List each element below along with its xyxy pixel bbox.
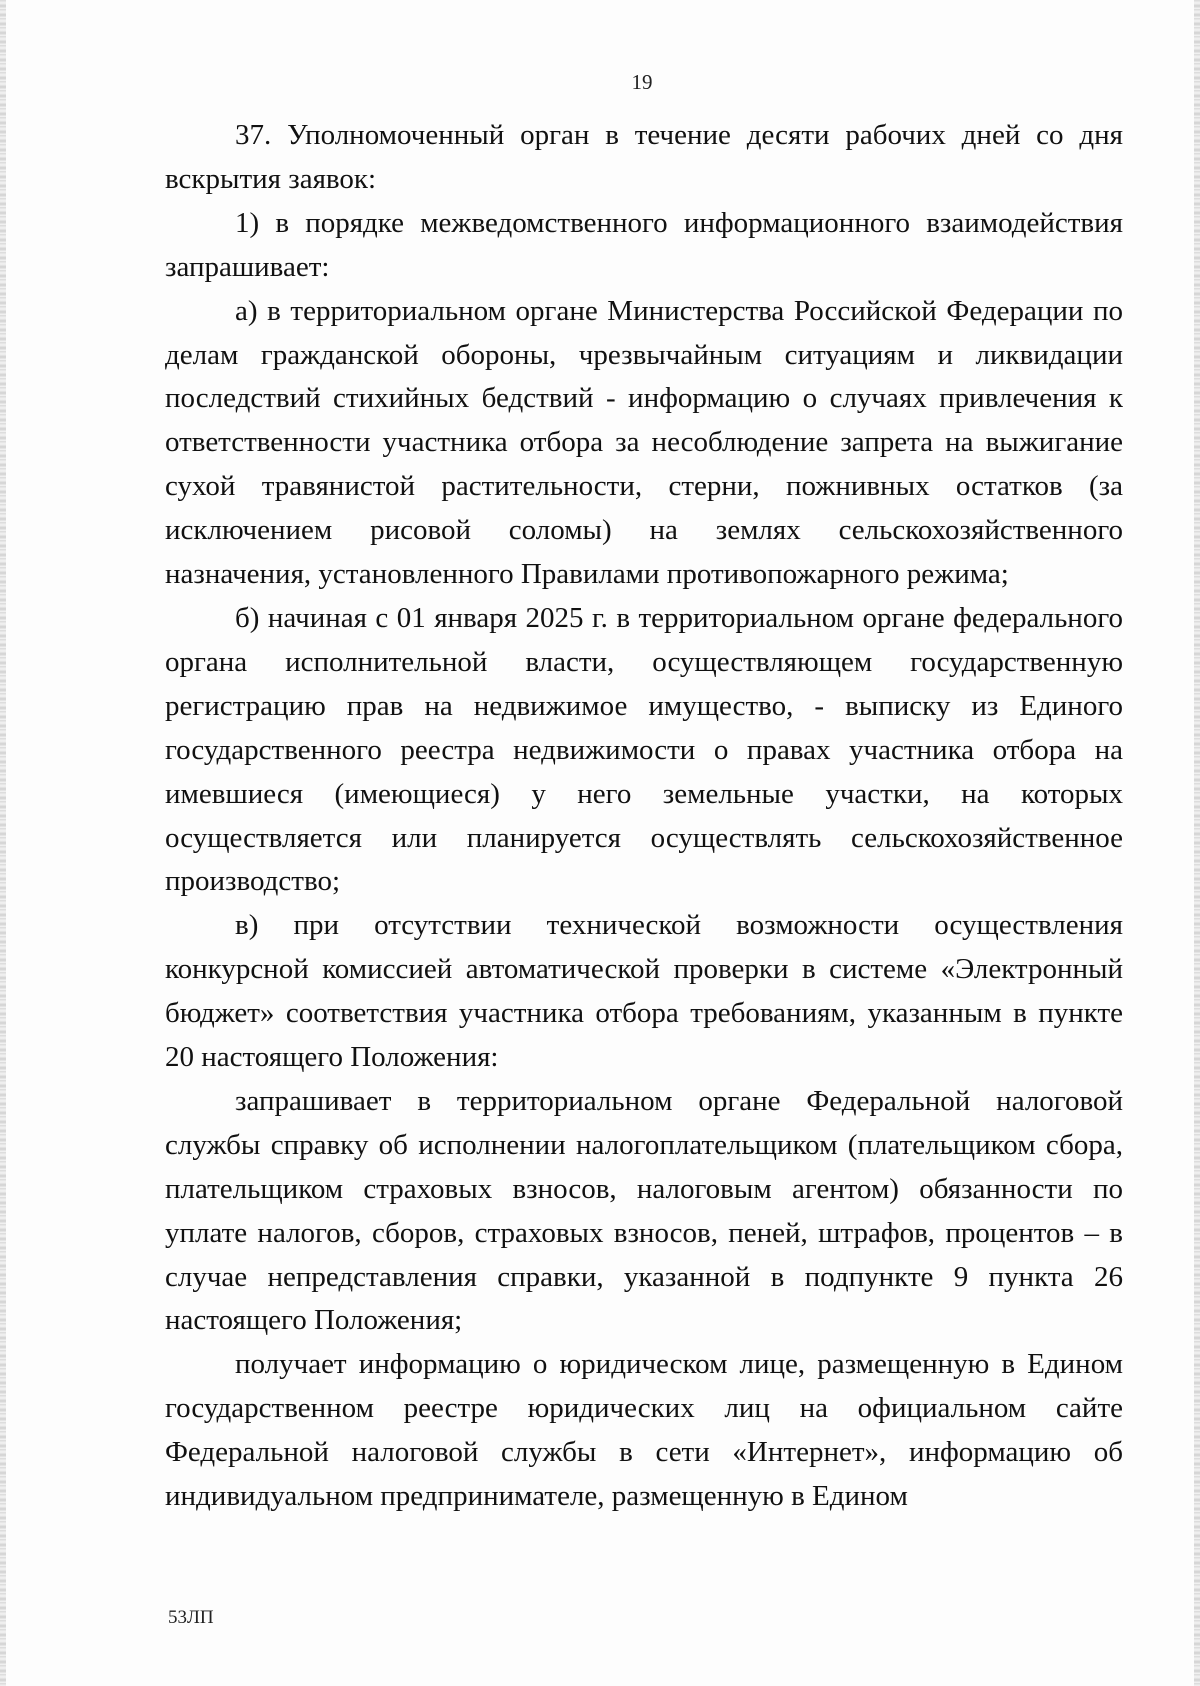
- scan-edge-right: [1194, 0, 1200, 1686]
- paragraph-tax-request: запрашивает в территориальном органе Федеральной налоговой службы справку об исполнении налогоплательщиком (плательщиком сбора, плательщиком страховых взносов, налоговым агентом) обязанности по уплате налогов, сборов, страховых взносов, пеней, штрафов, процентов – в случае непредставления справки, указанной в подпункте 9 пункта 26 настоящего Положения;: [165, 1084, 1123, 1337]
- paragraph-subitem-v: в) при отсутствии технической возможности осуществления конкурсной комиссией автоматической проверки в системе «Электронный бюджет» соответствия участника отбора требованиям, указанным в пункте 20 настоящего Положения:: [165, 909, 1123, 1074]
- paragraph-registry-info: получает информацию о юридическом лице, размещенную в Едином государственном реестре юридических лиц на официальном сайте Федеральной налоговой службы в сети «Интернет», информацию об индивидуальном предпринимателе, размещенную в Едином: [165, 1348, 1123, 1513]
- paragraph-subitem-a: а) в территориальном органе Министерства Российской Федерации по делам гражданской обороны, чрезвычайным ситуациям и ликвидации последствий стихийных бедствий - информацию о случаях привлечения к ответственности участника отбора за несоблюдение запрета на выжигание сухой травянистой растительности, стерни, пожнивных остатков (за исключением рисовой соломы) на землях сельскохозяйственного назначения, установленного Правилами противопожарного режима;: [165, 294, 1123, 591]
- paragraph-subitem-b: б) начиная с 01 января 2025 г. в территориальном органе федерального органа исполнительной власти, осуществляющем государственную регистрацию прав на недвижимое имущество, - выписку из Единого государственного реестра недвижимости о правах участника отбора на имевшиеся (имеющиеся) у него земельные участки, на которых осуществляется или планируется осуществлять сельскохозяйственное производство;: [165, 601, 1123, 898]
- document-body: [165, 114, 1123, 1519]
- page-number: 19: [631, 70, 653, 94]
- scan-edge-left: [0, 0, 6, 1686]
- paragraph-37: 37. Уполномоченный орган в течение десяти рабочих дней со дня вскрытия заявок:: [165, 119, 1123, 195]
- footer-document-code: 53ЛП: [168, 1607, 214, 1628]
- paragraph-item-1: 1) в порядке межведомственного информационного взаимодействия запрашивает:: [165, 206, 1123, 283]
